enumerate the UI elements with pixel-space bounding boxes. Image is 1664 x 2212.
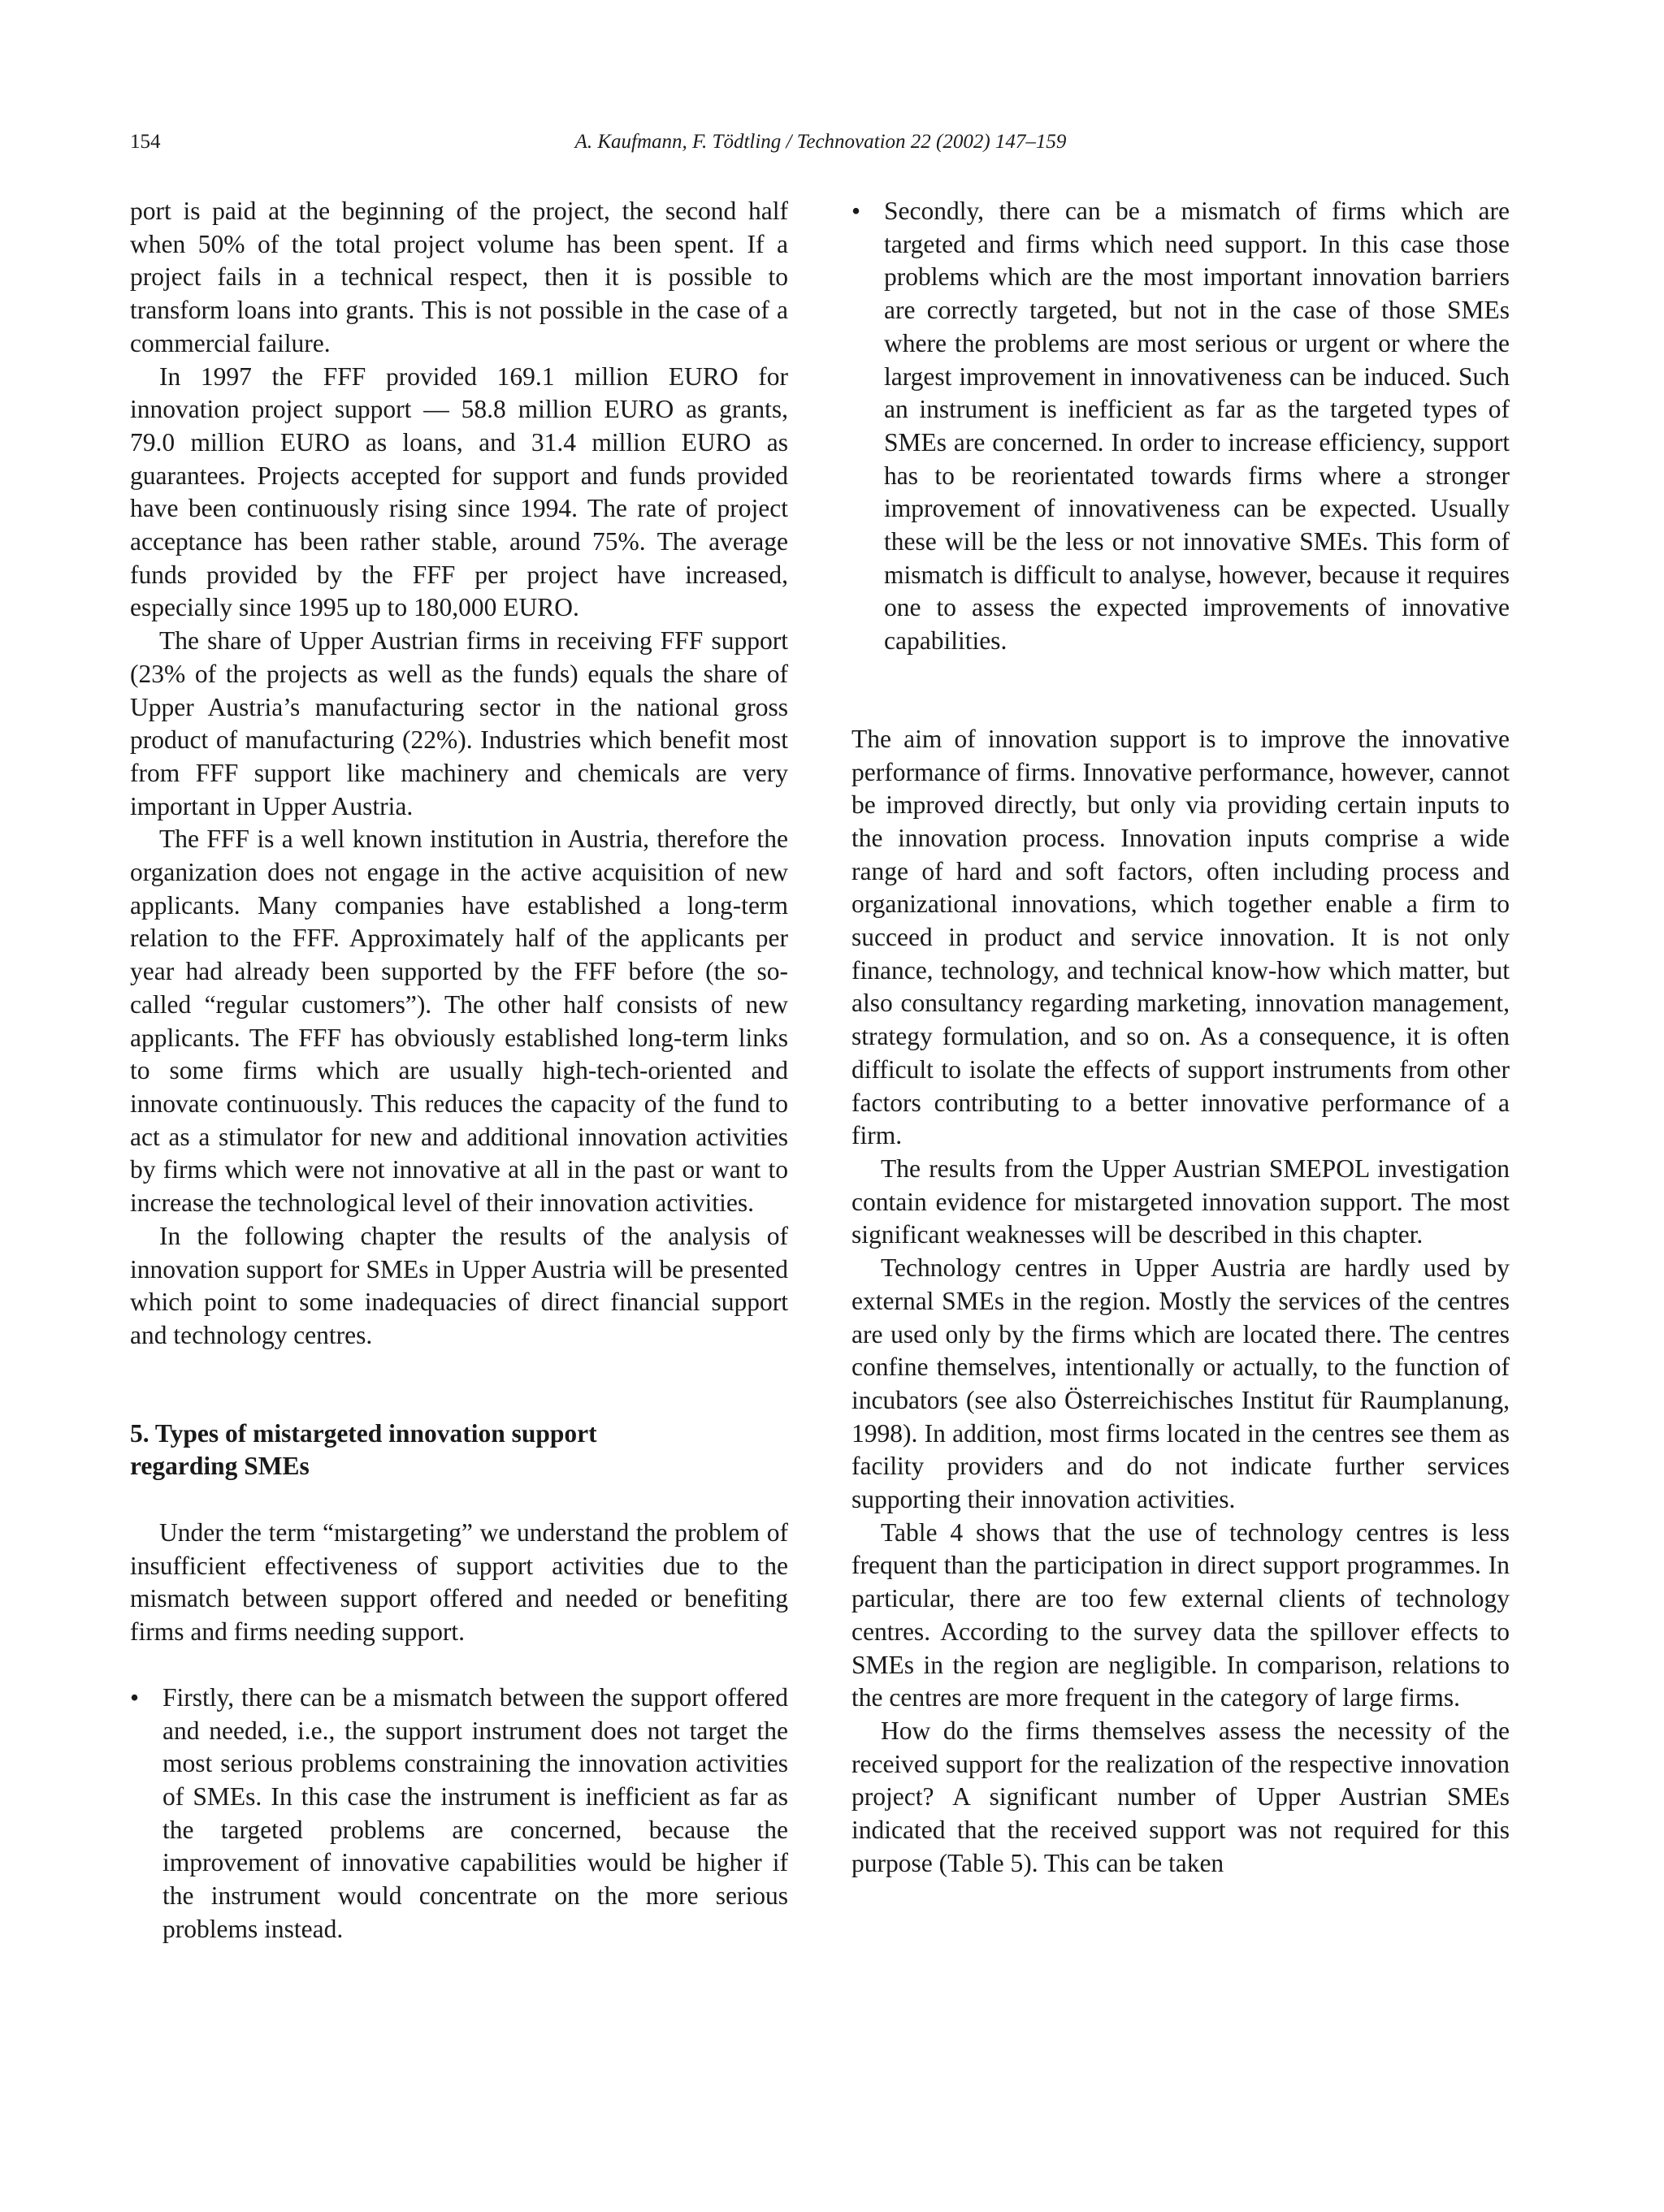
paragraph: The FFF is a well known institution in Austria, therefore the organization does not engage in the active acquisition of new applicants. Many companies have established a long-term relation to the FFF. Approximately half of the applicants per year had already been supported by the FFF before (the so-called “regular customers”). The other half consists of new applicants. The FFF has obviously established long-term links to some firms which are usually high-tech-oriented and innovate continuously. This reduces the capacity of the fund to act as a stimulator for new and additional innovation activities by firms which were not innovative at all in the past or want to increase the technological level of their innovation activities. bbox=[130, 825, 788, 1218]
paragraph: The aim of innovation support is to improve the innovative performance of firms. Innovative performance, however, cannot be improved directly, but only via providing certain inputs to the innovation process. Innovation inputs comprise a wide range of hard and soft factors, often including process and organizational innovations, which together enable a firm to succeed in product and service innovation. It is not only finance, technology, and technical know-how which matter, but also consultancy regarding marketing, innovation management, strategy formulation, and so on. As a consequence, it is often difficult to isolate the effects of support instruments from other factors contributing to a better innovative performance of a firm. bbox=[852, 724, 1510, 1150]
running-head: A. Kaufmann, F. Tödtling / Technovation 22 (2002) 147–159 bbox=[574, 131, 1067, 153]
section-intro: Under the term “mistargeting” we understand the problem of insufficient effectiveness of support activities due to the mismatch between support offered and needed or benefiting firms and firms needing support. bbox=[130, 1518, 788, 1647]
bullet-text: Secondly, there can be a mismatch of firms which are targeted and firms which need support. In this case those problems which are the most important innovation barriers are correctly targeted, but not in the case of those SMEs where the problems are most serious or urgent or where the largest improvement in innovativeness can be induced. Such an instrument is inefficient as far as the targeted types of SMEs are concerned. In order to increase efficiency, support has to be reorientated towards firms where a stronger improvement of innovativeness can be expected. Usually these will be the less or not innovative SMEs. This form of mismatch is difficult to analyse, however, because it requires one to assess the expected improvements of innovative capabilities. bbox=[884, 197, 1510, 656]
paragraph: Table 4 shows that the use of technology centres is less frequent than the participation in direct support programmes. In particular, there are too few external clients of technology centres. According to the survey data the spillover effects to SMEs in the region are negligible. In comparison, relations to the centres are more frequent in the category of large firms. bbox=[852, 1517, 1510, 1712]
paragraph: How do the firms themselves assess the necessity of the received support for the realization of the respective innovation project? A significant number of Upper Austrian SMEs indicated that the received support was not required for this purpose (Table 5). This can be taken bbox=[852, 1716, 1510, 1877]
paragraph: port is paid at the beginning of the project, the second half when 50% of the total project volume has been spent. If a project fails in a technical respect, then it is possible to transform loans into grants. This is not possible in the case of a commercial failure. bbox=[130, 197, 788, 357]
spacer bbox=[852, 658, 1510, 723]
paragraph: The results from the Upper Austrian SMEPOL investigation contain evidence for mistargeted innovation support. The most significant weaknesses will be described in this chapter. bbox=[852, 1154, 1510, 1249]
paragraph: In 1997 the FFF provided 169.1 million EURO for innovation project support — 58.8 million EURO as grants, 79.0 million EURO as loans, and 31.4 million EURO as guarantees. Projects accepted for support and funds provided have been continuously rising since 1994. The rate of project acceptance has been rather stable, around 75%. The average funds provided by the FFF per project have increased, especially since 1995 up to 180,000 EURO. bbox=[130, 361, 788, 622]
bullet-list bbox=[130, 1682, 788, 1946]
right-column bbox=[852, 195, 1510, 1880]
bullet-item bbox=[852, 195, 1510, 658]
bullet-item bbox=[130, 1682, 788, 1946]
paragraph: Technology centres in Upper Austria are hardly used by external SMEs in the region. Mostly the services of the centres are used only by the firms which are located there. The centres confine themselves, intentionally or actually, to the function of incubators (see also Österreichisches Institut für Raumplanung, 1998). In addition, most firms located in the centres see them as facility providers and do not indicate further services supporting their innovation activities. bbox=[852, 1253, 1510, 1514]
page-number: 154 bbox=[130, 131, 161, 153]
bullet-list bbox=[852, 195, 1510, 658]
paragraph: The share of Upper Austrian firms in receiving FFF support (23% of the projects as well as the funds) equals the share of Upper Austria’s manufacturing sector in the national gross product of manufacturing (22%). Industries which benefit most from FFF support like machinery and chemicals are very important in Upper Austria. bbox=[130, 626, 788, 820]
page-header bbox=[130, 126, 1511, 158]
bullet-icon: • bbox=[130, 1682, 140, 1712]
section-heading: 5. Types of mistargeted innovation support regarding SMEs bbox=[130, 1418, 597, 1481]
bullet-icon: • bbox=[852, 197, 861, 225]
spacer bbox=[130, 1649, 788, 1682]
bullet-text: Firstly, there can be a mismatch between the support offered and needed, i.e., the support instrument does not target the most serious problems constraining the innovation activities of SMEs. In this case the instrument is inefficient as far as the targeted problems are concerned, because the improvement of innovative capabilities would be higher if the instrument would concentrate on the more serious problems instead. bbox=[162, 1682, 788, 1943]
paragraph: In the following chapter the results of the analysis of innovation support for SMEs in Upper Austria will be presented which point to some inadequacies of direct financial support and technology centres. bbox=[130, 1221, 788, 1349]
left-column bbox=[130, 195, 788, 1946]
